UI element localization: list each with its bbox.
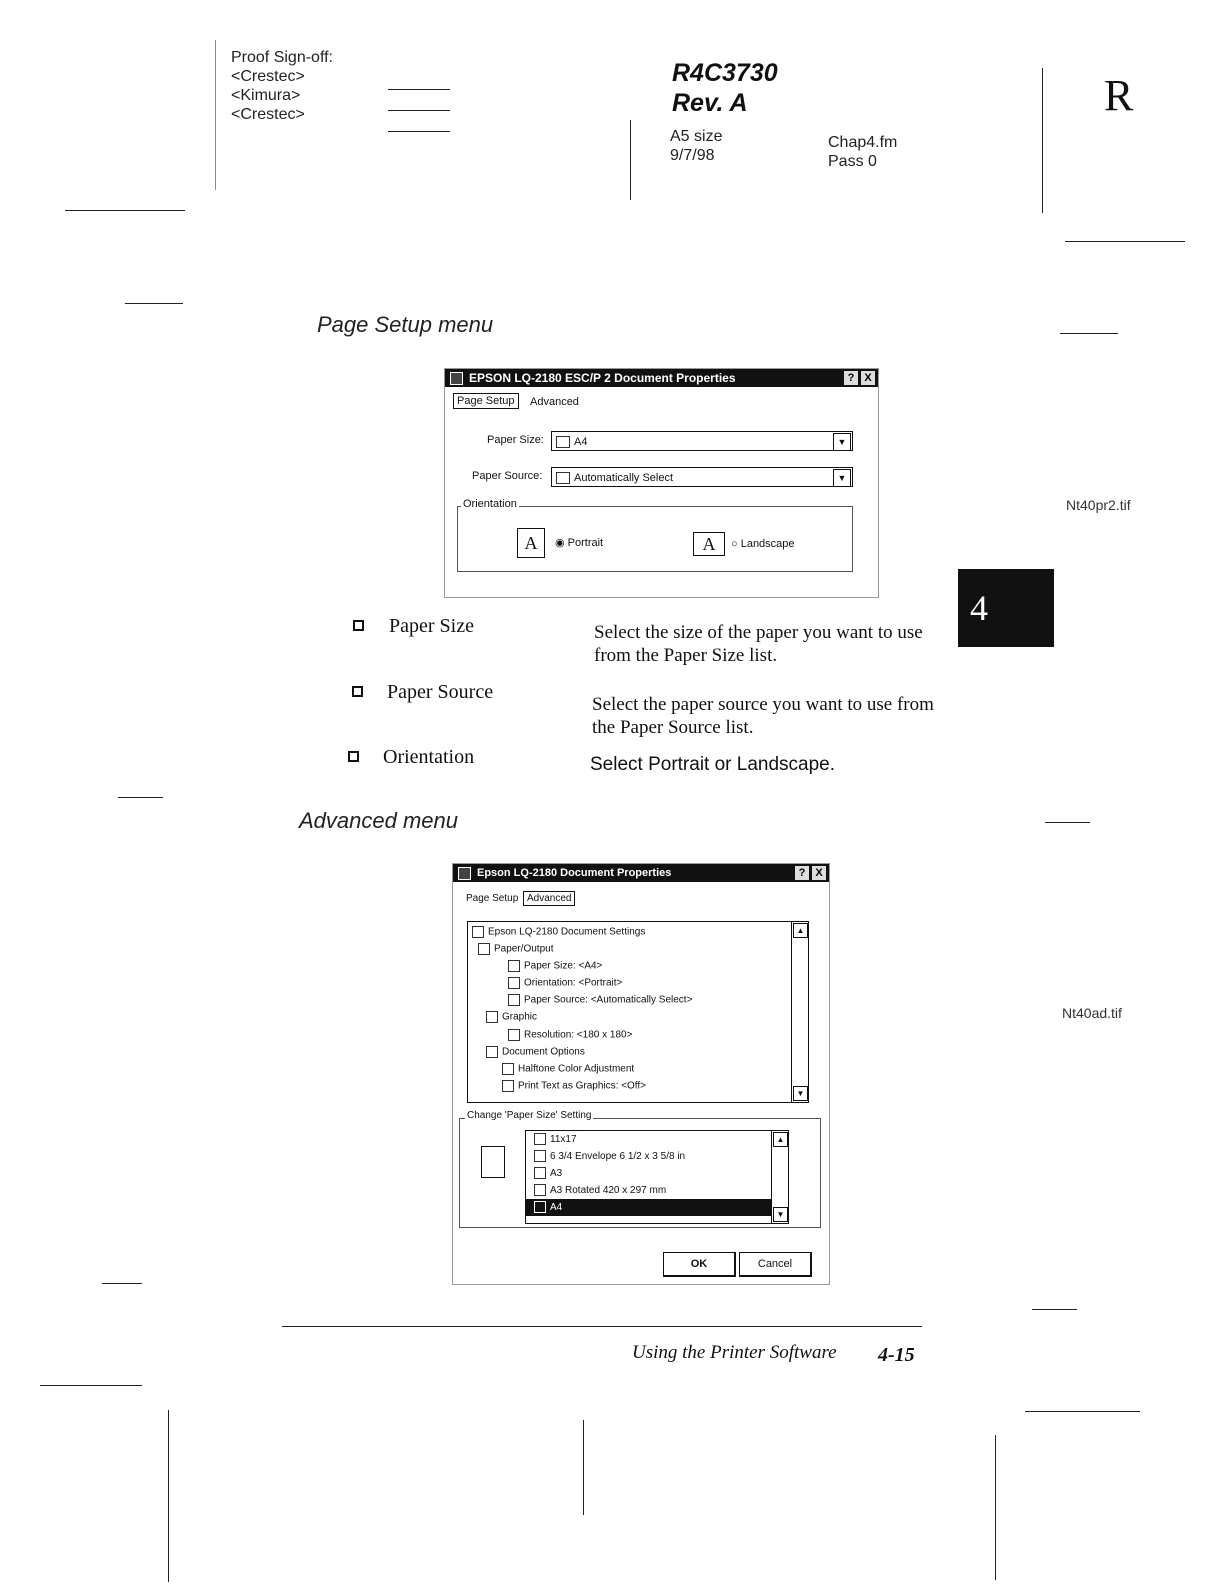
meta-right [828,133,897,171]
tray-icon [508,994,520,1006]
portrait-page-icon: A [517,528,545,558]
resolution-icon [508,1029,520,1041]
tree-item-label: Resolution: <180 x 180> [524,1029,633,1041]
cancel-button[interactable]: Cancel [739,1252,812,1277]
options-icon [486,1046,498,1058]
file-text: Chap4.fm [828,134,898,151]
tree-item[interactable] [502,1080,646,1092]
crop-mark [1060,333,1118,334]
crop-mark [630,120,631,200]
change-setting-label: Change 'Paper Size' Setting [467,1110,592,1121]
tree-item-label: Halftone Color Adjustment [518,1063,635,1075]
dialog-title: EPSON LQ-2180 ESC/P 2 Document Properties [469,371,736,385]
advanced-title: Advanced menu [299,808,458,833]
pass-text: Pass 0 [828,153,877,170]
portrait-radio[interactable]: ◉ Portrait [555,537,604,549]
list-item-label: A3 [550,1168,563,1179]
signoff-line [388,110,450,111]
paper-size-label: Paper Size: [487,434,544,446]
item-label: Paper Source [387,681,494,703]
crop-mark [1025,1411,1140,1412]
list-item[interactable] [526,1165,772,1182]
page-setup-dialog [444,368,879,598]
tab-page-setup[interactable]: Page Setup [466,893,519,904]
page-icon [556,436,570,448]
list-item-selected[interactable] [526,1199,772,1216]
proof-signoff [231,48,333,124]
tree-item-label: Graphic [502,1011,538,1023]
bullet-box [353,620,364,631]
tab-page-setup[interactable]: Page Setup [453,393,519,409]
landscape-radio[interactable]: ○ Landscape [731,538,795,550]
tree-scrollbar[interactable] [791,922,808,1102]
dialog-titlebar [445,369,878,387]
proof-line: <Kimura> [231,87,301,104]
settings-tree[interactable] [467,921,809,1103]
advanced-dialog [452,863,830,1285]
tab-advanced[interactable]: Advanced [523,891,575,906]
proof-line: Proof Sign-off: [231,49,333,66]
crop-mark [1042,68,1043,213]
footer-rule [282,1326,922,1327]
dialog-titlebar [453,864,829,882]
crop-mark [1065,241,1185,242]
tree-item[interactable] [508,977,622,989]
tree-item[interactable] [508,1029,632,1041]
page-icon [534,1184,546,1196]
printer-icon [458,867,471,880]
portrait-label: Portrait [567,537,604,549]
tree-item-label: Paper Size: <A4> [524,960,603,972]
size-text: A5 size [670,128,723,145]
list-item[interactable] [526,1148,772,1165]
bullet-box [352,686,363,697]
crop-mark [168,1410,169,1582]
orientation-label: Orientation [463,498,517,510]
tree-item-label: Document Options [502,1046,585,1058]
crop-mark [102,1283,142,1284]
landscape-label: Landscape [740,538,795,550]
list-item-label: A4 [550,1202,563,1213]
chevron-down-icon[interactable]: ▼ [833,469,851,487]
date-text: 9/7/98 [670,147,715,164]
item-desc: Select the paper source you want to use from the Paper Source list. [592,694,934,738]
pin-icon [502,1080,514,1092]
corner-letter: R [1104,71,1134,120]
paper-source-label: Paper Source: [472,470,543,482]
tray-icon [556,472,570,484]
tab-advanced[interactable]: Advanced [530,396,579,408]
paper-output-icon [478,943,490,955]
halftone-icon [502,1063,514,1075]
meta-left [670,127,722,165]
graphic-icon [486,1011,498,1023]
close-button[interactable]: X [861,371,875,385]
tree-item[interactable] [478,943,553,955]
crop-mark [125,303,183,304]
tree-item-label: Print Text as Graphics: <Off> [518,1080,647,1092]
item-desc: Select the size of the paper you want to use from the Paper Size list. [594,622,923,666]
list-item-label: 6 3/4 Envelope 6 1/2 x 3 5/8 in [550,1151,686,1162]
tree-item[interactable] [502,1063,634,1075]
printer-icon [450,372,463,385]
crop-mark [1045,822,1090,823]
crop-mark [40,1385,142,1386]
page-number: 4-15 [878,1344,915,1366]
item-label: Orientation [383,746,475,768]
revision: Rev. A [672,89,748,117]
tree-item[interactable] [508,960,602,972]
item-label: Paper Size [389,615,474,637]
proof-line: <Crestec> [231,106,305,123]
document-icon [472,926,484,938]
tree-item[interactable] [508,994,692,1006]
crop-mark [995,1435,996,1580]
chevron-down-icon[interactable]: ▼ [833,433,851,451]
page-icon [508,960,520,972]
paper-size-value: A4 [574,436,588,448]
bullet-box [348,751,359,762]
paper-size-select[interactable] [551,431,853,451]
tree-item-label: Orientation: <Portrait> [524,977,623,989]
crop-mark [118,797,163,798]
orientation-icon [508,977,520,989]
tree-item-label: Paper Source: <Automatically Select> [524,994,693,1006]
paper-source-value: Automatically Select [574,472,674,484]
page-setup-title: Page Setup menu [317,312,494,337]
figure-label: Nt40ad.tif [1062,1005,1122,1021]
landscape-page-icon: A [693,532,725,556]
page-icon [534,1167,546,1179]
crop-mark [215,40,216,190]
envelope-icon [534,1150,546,1162]
tree-item-label: Epson LQ-2180 Document Settings [488,926,646,938]
tree-item[interactable] [486,1011,537,1023]
page-icon [534,1201,546,1213]
footer-title: Using the Printer Software [632,1342,837,1363]
signoff-line [388,89,450,90]
proof-line: <Crestec> [231,68,305,85]
dialog-title: Epson LQ-2180 Document Properties [477,867,672,879]
paper-source-select[interactable] [551,467,853,487]
chapter-tab: 4 [958,569,1054,647]
signoff-line [388,131,450,132]
code: R4C3730 [672,59,778,87]
close-button[interactable]: X [812,866,826,880]
scroll-down-icon[interactable]: ▼ [793,1086,808,1101]
figure-label: Nt40pr2.tif [1066,497,1131,513]
page-icon [534,1133,546,1145]
page-icon [481,1146,505,1178]
scroll-up-icon[interactable]: ▲ [773,1132,788,1147]
scroll-down-icon[interactable]: ▼ [773,1207,788,1222]
help-button[interactable]: ? [844,371,858,385]
tree-item[interactable] [472,926,645,938]
list-item[interactable] [526,1182,772,1199]
ok-button[interactable]: OK [663,1252,736,1277]
tree-item-label: Paper/Output [494,943,554,955]
crop-mark [65,210,185,211]
help-button[interactable]: ? [795,866,809,880]
list-item[interactable] [526,1131,772,1148]
crop-mark [583,1420,584,1515]
list-item-label: A3 Rotated 420 x 297 mm [550,1185,667,1196]
item-desc: Select Portrait or Landscape. [590,754,836,775]
document-code [672,58,778,118]
list-item-label: 11x17 [550,1134,577,1145]
list-scrollbar[interactable] [771,1131,788,1223]
crop-mark [1032,1309,1077,1310]
scroll-up-icon[interactable]: ▲ [793,923,808,938]
paper-size-list[interactable] [525,1130,789,1224]
tree-item[interactable] [486,1046,585,1058]
